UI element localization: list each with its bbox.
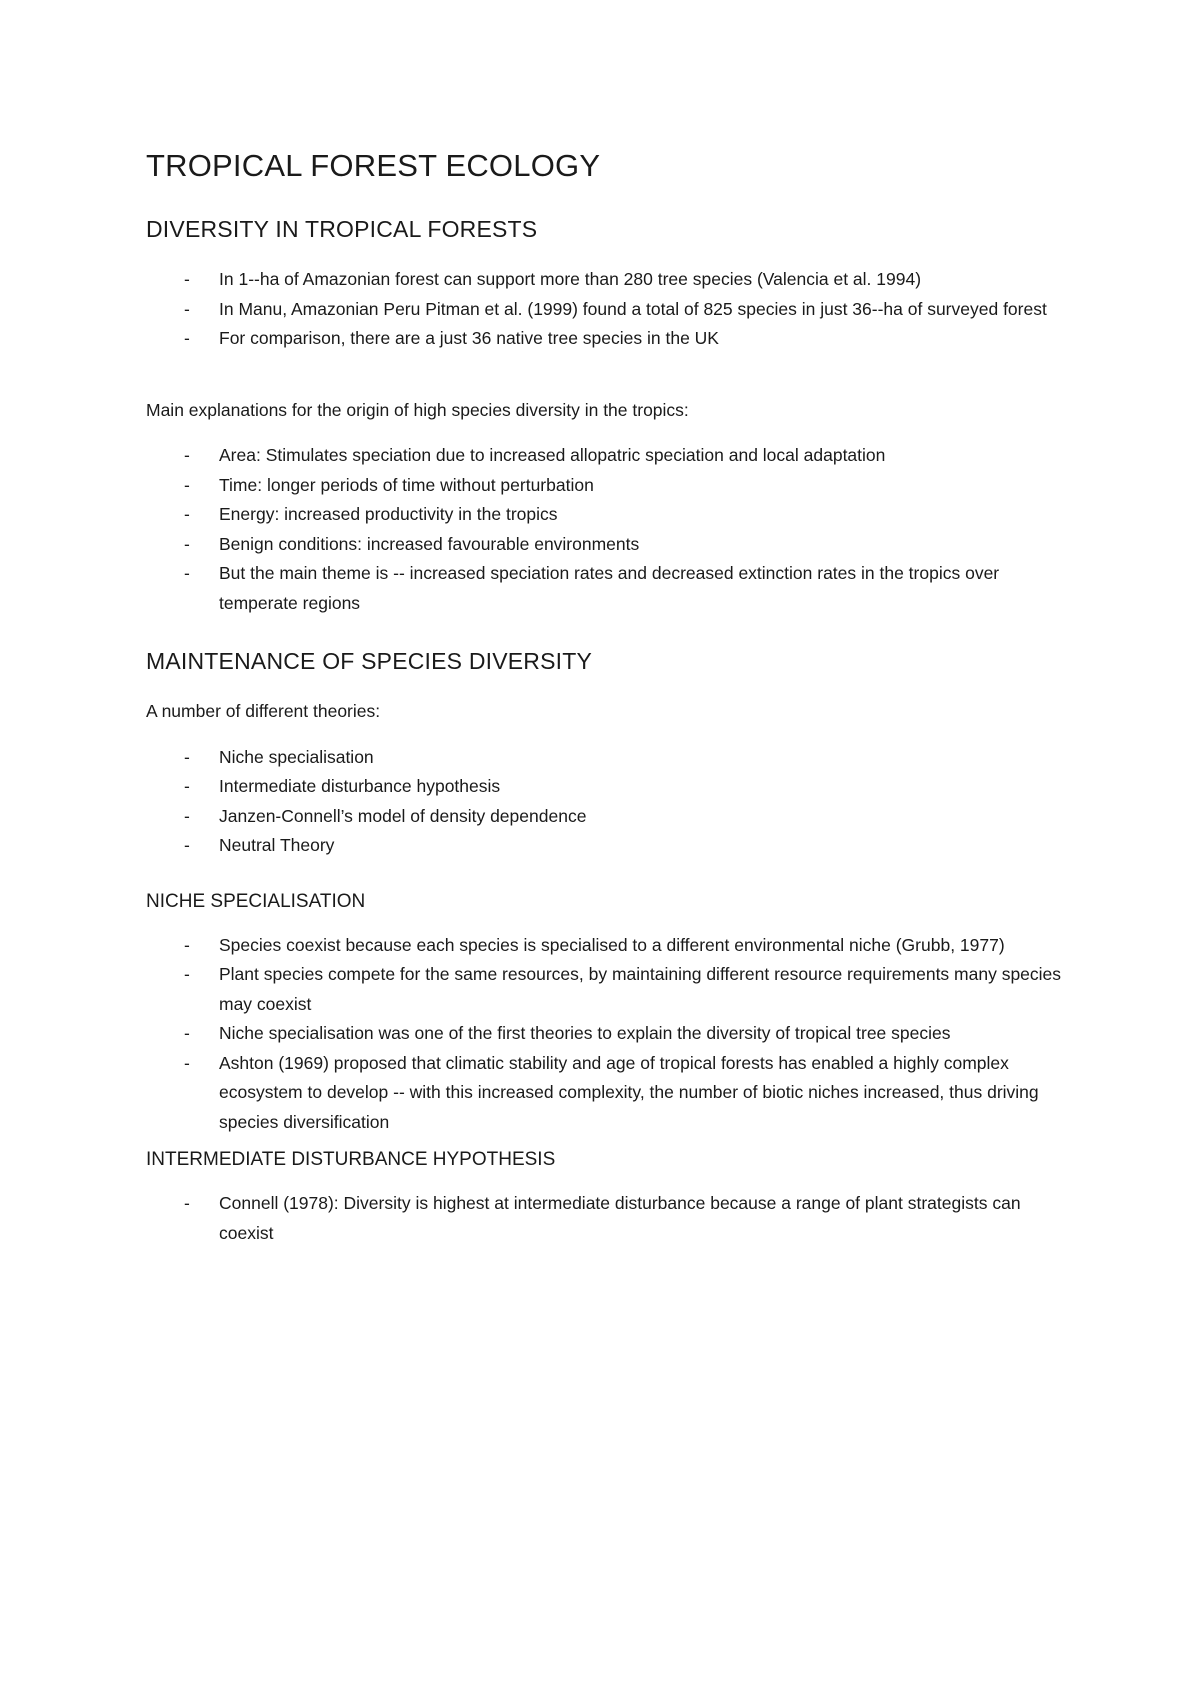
list-item xyxy=(146,500,1076,530)
theories-list xyxy=(146,743,1076,861)
list-item-text: Intermediate disturbance hypothesis xyxy=(219,776,501,796)
section-heading-idh: INTERMEDIATE DISTURBANCE HYPOTHESIS xyxy=(146,1149,556,1170)
maintenance-intro: A number of different theories: xyxy=(146,701,381,721)
list-item-text: Benign conditions: increased favourable environments xyxy=(219,533,640,554)
list-item xyxy=(146,530,1076,560)
list-item-text: But the main theme is ‐‐ increased speciation rates and decreased extinction rates in the tropics over temperate regions xyxy=(219,563,1000,613)
list-item xyxy=(146,1189,1076,1248)
list-item xyxy=(146,931,1076,961)
bullet-dash: - xyxy=(184,533,190,554)
list-item xyxy=(146,471,1076,501)
list-item-text: Niche specialisation was one of the first theories to explain the diversity of tropical tree species xyxy=(219,1023,951,1043)
document-page xyxy=(146,148,1076,1248)
section-heading-diversity: DIVERSITY IN TROPICAL FORESTS xyxy=(146,216,538,242)
list-item xyxy=(146,295,1076,325)
list-item-text: Connell (1978): Diversity is highest at intermediate disturbance because a range of plant strategists can coexist xyxy=(219,1193,1021,1243)
bullet-dash: - xyxy=(184,474,190,495)
list-item-text: Area: Stimulates speciation due to increased allopatric speciation and local adaptation xyxy=(219,445,886,465)
list-item xyxy=(146,831,1076,861)
list-item-text: Energy: increased productivity in the tropics xyxy=(219,504,558,524)
bullet-dash: - xyxy=(184,964,190,984)
list-item xyxy=(146,324,1076,354)
niche-list xyxy=(146,931,1076,1138)
bullet-dash: - xyxy=(184,776,190,796)
diversity-list xyxy=(146,265,1076,354)
bullet-dash: - xyxy=(184,1023,190,1043)
idh-list xyxy=(146,1189,1076,1248)
bullet-dash: - xyxy=(184,746,190,767)
bullet-dash: - xyxy=(184,1193,190,1213)
section-heading-maintenance: MAINTENANCE OF SPECIES DIVERSITY xyxy=(146,648,593,674)
list-item xyxy=(146,960,1076,1019)
bullet-dash: - xyxy=(184,328,190,348)
list-item-text: For comparison, there are a just 36 native tree species in the UK xyxy=(219,328,719,348)
list-item xyxy=(146,265,1076,295)
list-item xyxy=(146,802,1076,832)
list-item-text: Plant species compete for the same resources, by maintaining different resource requirements many species may coexist xyxy=(219,964,1062,1014)
list-item xyxy=(146,441,1076,471)
explanations-intro: Main explanations for the origin of high species diversity in the tropics: xyxy=(146,399,689,420)
list-item xyxy=(146,559,1076,618)
bullet-dash: - xyxy=(184,805,190,826)
list-item xyxy=(146,743,1076,773)
list-item-text: Species coexist because each species is specialised to a different environmental niche (Grubb, 1977) xyxy=(219,934,1005,955)
document-title: TROPICAL FOREST ECOLOGY xyxy=(146,148,601,183)
list-item-text: In Manu, Amazonian Peru Pitman et al. (1999) found a total of 825 species in just 36‐‐ha of surveyed forest xyxy=(219,298,1047,319)
section-heading-niche: NICHE SPECIALISATION xyxy=(146,890,366,912)
list-item xyxy=(146,1019,1076,1049)
list-item-text: Janzen‐Connell’s model of density dependence xyxy=(219,805,587,826)
bullet-dash: - xyxy=(184,934,190,955)
list-item xyxy=(146,772,1076,802)
bullet-dash: - xyxy=(184,563,190,583)
list-item-text: Neutral Theory xyxy=(219,835,335,855)
bullet-dash: - xyxy=(184,269,190,289)
bullet-dash: - xyxy=(184,1052,190,1073)
bullet-dash: - xyxy=(184,835,190,855)
bullet-dash: - xyxy=(184,298,190,319)
bullet-dash: - xyxy=(184,504,190,524)
list-item-text: Time: longer periods of time without perturbation xyxy=(219,474,594,495)
list-item-text: Niche specialisation xyxy=(219,746,374,767)
bullet-dash: - xyxy=(184,445,190,465)
explanations-list xyxy=(146,441,1076,618)
list-item xyxy=(146,1049,1076,1138)
list-item-text: Ashton (1969) proposed that climatic stability and age of tropical forests has enabled a highly complex ecosystem to develop ‐‐ with this increased complexity, the number of biotic niches increased, thus driving species diversification xyxy=(219,1052,1039,1132)
list-item-text: In 1‐‐ha of Amazonian forest can support more than 280 tree species (Valencia et al. 1994) xyxy=(219,269,922,289)
